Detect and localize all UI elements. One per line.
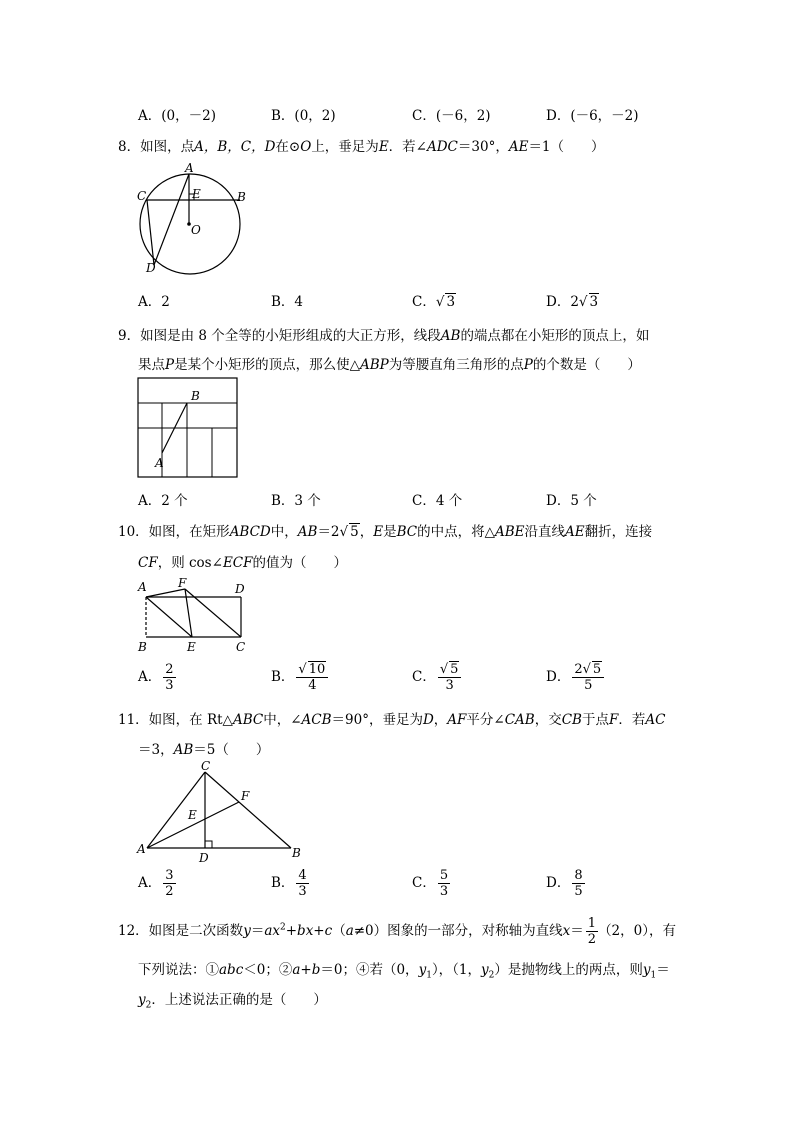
option-label: D． [546,108,571,124]
q9-stem-line2: 果点P是某个小矩形的顶点，那么使△ABP为等腰直角三角形的点P的个数是（ ） [138,357,641,373]
q12-stem-line1: 12．如图是二次函数$y=ax^2+bx+c(a\ne 0)$图象的一部分，对称轴为直线x＝ $\frac{1}{2}$ （2，0），有 [118,916,676,947]
q10-stem-line2: CF，则 cos∠ECF的值为（ ） [138,555,347,571]
q11-option-d[interactable]: D． $\frac{8}{5}$ [546,868,583,899]
option-text: (－6，2) [435,108,491,124]
q12-stem-line2: 下列说法：①abc＜0；②a+b＝0；④若（0，$y_1$），（1，$y_2$）是抛物线上的两点，则$y_1=$ [138,962,670,981]
point-label-d: D [199,851,209,865]
q7-option-d[interactable] [546,104,639,124]
point-label-a: A [185,161,194,175]
point-label-a: A [137,842,146,856]
q9-option-c[interactable]: C．4 个 [412,493,463,509]
q10-option-c[interactable]: C． $\frac{√ 5}{3}$ [412,662,461,693]
point-label-c: C [201,759,211,773]
option-text: (0，－2) [161,108,216,124]
q11-option-c[interactable]: C． $\frac{5}{3}$ [412,868,449,899]
q9-rectangles-figure [137,377,241,479]
q9-stem-line1: 9．如图是由 8 个全等的小矩形组成的大正方形，线段AB的端点都在小矩形的顶点上，如 [118,328,650,344]
point-label-d: D [235,582,245,596]
point-label-b: B [138,640,147,654]
option-label: A． [138,108,162,124]
option-label: B． [271,108,295,124]
option-label: C． [412,108,436,124]
q9-option-d[interactable]: D．5 个 [546,493,597,509]
q8-option-c[interactable]: C．√ 3 [412,294,456,310]
point-label-a: A [138,580,147,594]
q9-option-a[interactable]: A．2 个 [138,493,188,509]
point-label-d: D [146,261,156,275]
point-label-c: C [236,640,246,654]
point-label-e: E [192,187,201,201]
q11-triangle-figure [135,758,305,866]
q7-option-c[interactable] [412,104,491,124]
point-label-c: C [137,189,147,203]
q11-option-a[interactable]: A． $\frac{3}{2}$ [138,868,174,899]
q8-circle-figure [130,160,260,280]
q10-rectangle-figure [135,575,265,655]
q11-stem-line2: ＝3，AB＝5（ ） [138,742,270,758]
q9-option-b[interactable]: B．3 个 [271,493,321,509]
point-label-b: B [191,389,200,403]
point-label-a: A [155,456,164,470]
q12-stem-line3: $y_2$．上述说法正确的是（ ） [138,992,327,1011]
point-label-e: E [188,808,197,822]
q10-option-b[interactable]: B． $\frac{√ 10}{4}$ [271,662,328,693]
q10-option-d[interactable]: D． $\frac{2√ 5}{5}$ [546,662,604,693]
q8-option-a[interactable]: A．2 [138,294,170,310]
q11-stem-line1: 11．如图，在 Rt△ABC中，∠ACB＝90°，垂足为D，AF平分∠CAB，交CB于点F．若AC [118,712,666,728]
q7-option-a[interactable] [138,104,216,124]
q10-option-a[interactable]: A． $\frac{2}{3}$ [138,662,174,693]
option-text: (－6，－2) [570,108,639,124]
q8-option-b[interactable]: B．4 [271,294,304,310]
q8-stem: 8．如图，点A，B，C，D在⊙O上，垂足为E．若∠ADC＝30°，AE＝1（ ） [118,139,605,155]
q8-option-d[interactable]: D．2√ 3 [546,294,599,310]
q10-stem-line1: 10．如图，在矩形ABCD中，AB＝2√ 5，E是BC的中点，将△ABE沿直线AE翻折，连接 [118,524,653,540]
point-label-f: F [241,789,250,803]
q11-option-b[interactable]: B． $\frac{4}{3}$ [271,868,307,899]
option-text: (0，2) [294,108,336,124]
point-label-b: B [237,190,246,204]
point-label-e: E [187,640,196,654]
point-label-b: B [292,846,301,860]
q7-option-b[interactable] [271,104,336,124]
point-label-f: F [178,576,187,590]
point-label-o: O [191,223,201,237]
